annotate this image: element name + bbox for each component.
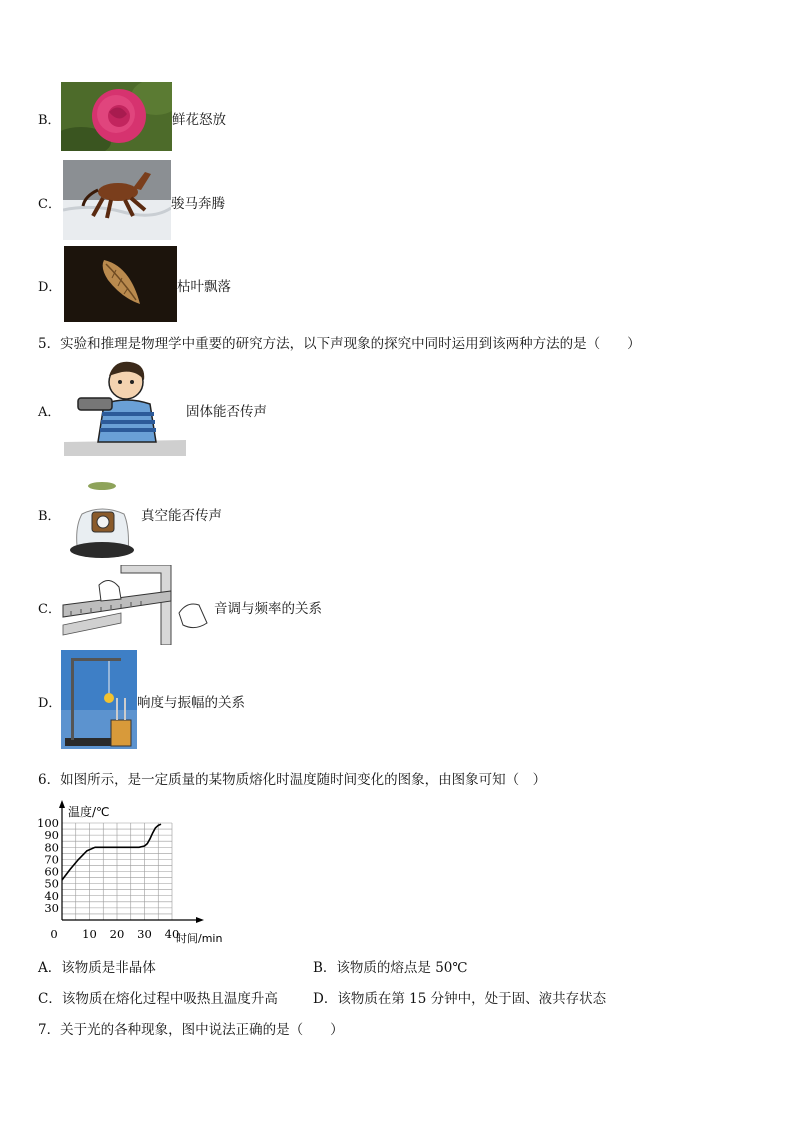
y-axis-label: 温度/℃ xyxy=(68,805,110,819)
q5-option-d-text: 响度与振幅的关系 xyxy=(137,695,245,711)
x-tick-label: 20 xyxy=(109,927,125,941)
q4-option-c-text: 骏马奔腾 xyxy=(171,196,225,212)
x-tick-label: 40 xyxy=(164,927,180,941)
y-tick-label: 30 xyxy=(44,900,59,915)
x-tick-label: 0 xyxy=(50,927,58,941)
q4-option-b-text: 鲜花怒放 xyxy=(172,112,226,128)
bell-jar-vacuum-illustration xyxy=(68,478,141,560)
q5-stem: 5．实验和推理是物理学中重要的研究方法，以下声现象的探究中同时运用到该两种方法的是（ ） xyxy=(38,336,641,352)
q4-option-b-letter: B． xyxy=(38,113,61,128)
q5-option-a-letter: A． xyxy=(38,405,61,420)
y-tick-label: 80 xyxy=(44,840,59,855)
y-tick-label: 90 xyxy=(44,828,59,843)
q5-option-a-text: 固体能否传声 xyxy=(186,404,267,420)
q4-option-c-letter: C． xyxy=(38,197,61,212)
q5-option-d-letter: D． xyxy=(38,696,62,711)
q5-option-b-text: 真空能否传声 xyxy=(141,508,222,524)
y-axis-arrow xyxy=(59,800,65,808)
x-tick-label: 30 xyxy=(137,927,152,941)
y-tick-label: 70 xyxy=(44,852,59,867)
falling-leaf-photo xyxy=(64,246,177,322)
ruler-table-illustration xyxy=(61,565,211,645)
temperature-time-chart xyxy=(30,796,245,954)
q5-option-b-letter: B． xyxy=(38,509,61,524)
y-tick-label: 60 xyxy=(44,864,59,879)
rose-photo xyxy=(61,82,172,151)
q5-option-c-letter: C． xyxy=(38,602,61,617)
q6-option-b: B．该物质的熔点是 50℃ xyxy=(313,960,468,976)
q4-option-d-letter: D． xyxy=(38,280,62,295)
q4-option-d-text: 枯叶飘落 xyxy=(177,279,231,295)
q6-stem: 6．如图所示，是一定质量的某物质熔化时温度随时间变化的图象，由图象可知（ ） xyxy=(38,772,547,788)
x-axis-arrow xyxy=(196,917,204,923)
y-tick-label: 100 xyxy=(37,816,59,830)
q6-option-d: D．该物质在第 15 分钟中，处于固、液共存状态 xyxy=(313,991,607,1007)
q7-stem: 7．关于光的各种现象，图中说法正确的是（ ） xyxy=(38,1022,344,1038)
x-tick-label: 10 xyxy=(82,927,97,941)
q6-option-a: A．该物质是非晶体 xyxy=(38,960,156,976)
q5-option-c-text: 音调与频率的关系 xyxy=(214,601,322,617)
x-axis-label: 时间/min xyxy=(176,932,223,945)
y-tick-label: 50 xyxy=(44,876,59,891)
boy-listening-table-illustration xyxy=(64,358,186,456)
tuning-fork-pendulum-illustration xyxy=(61,650,137,749)
horse-photo xyxy=(63,160,171,240)
q6-option-c: C．该物质在熔化过程中吸热且温度升高 xyxy=(38,991,278,1007)
y-tick-label: 40 xyxy=(44,888,59,903)
